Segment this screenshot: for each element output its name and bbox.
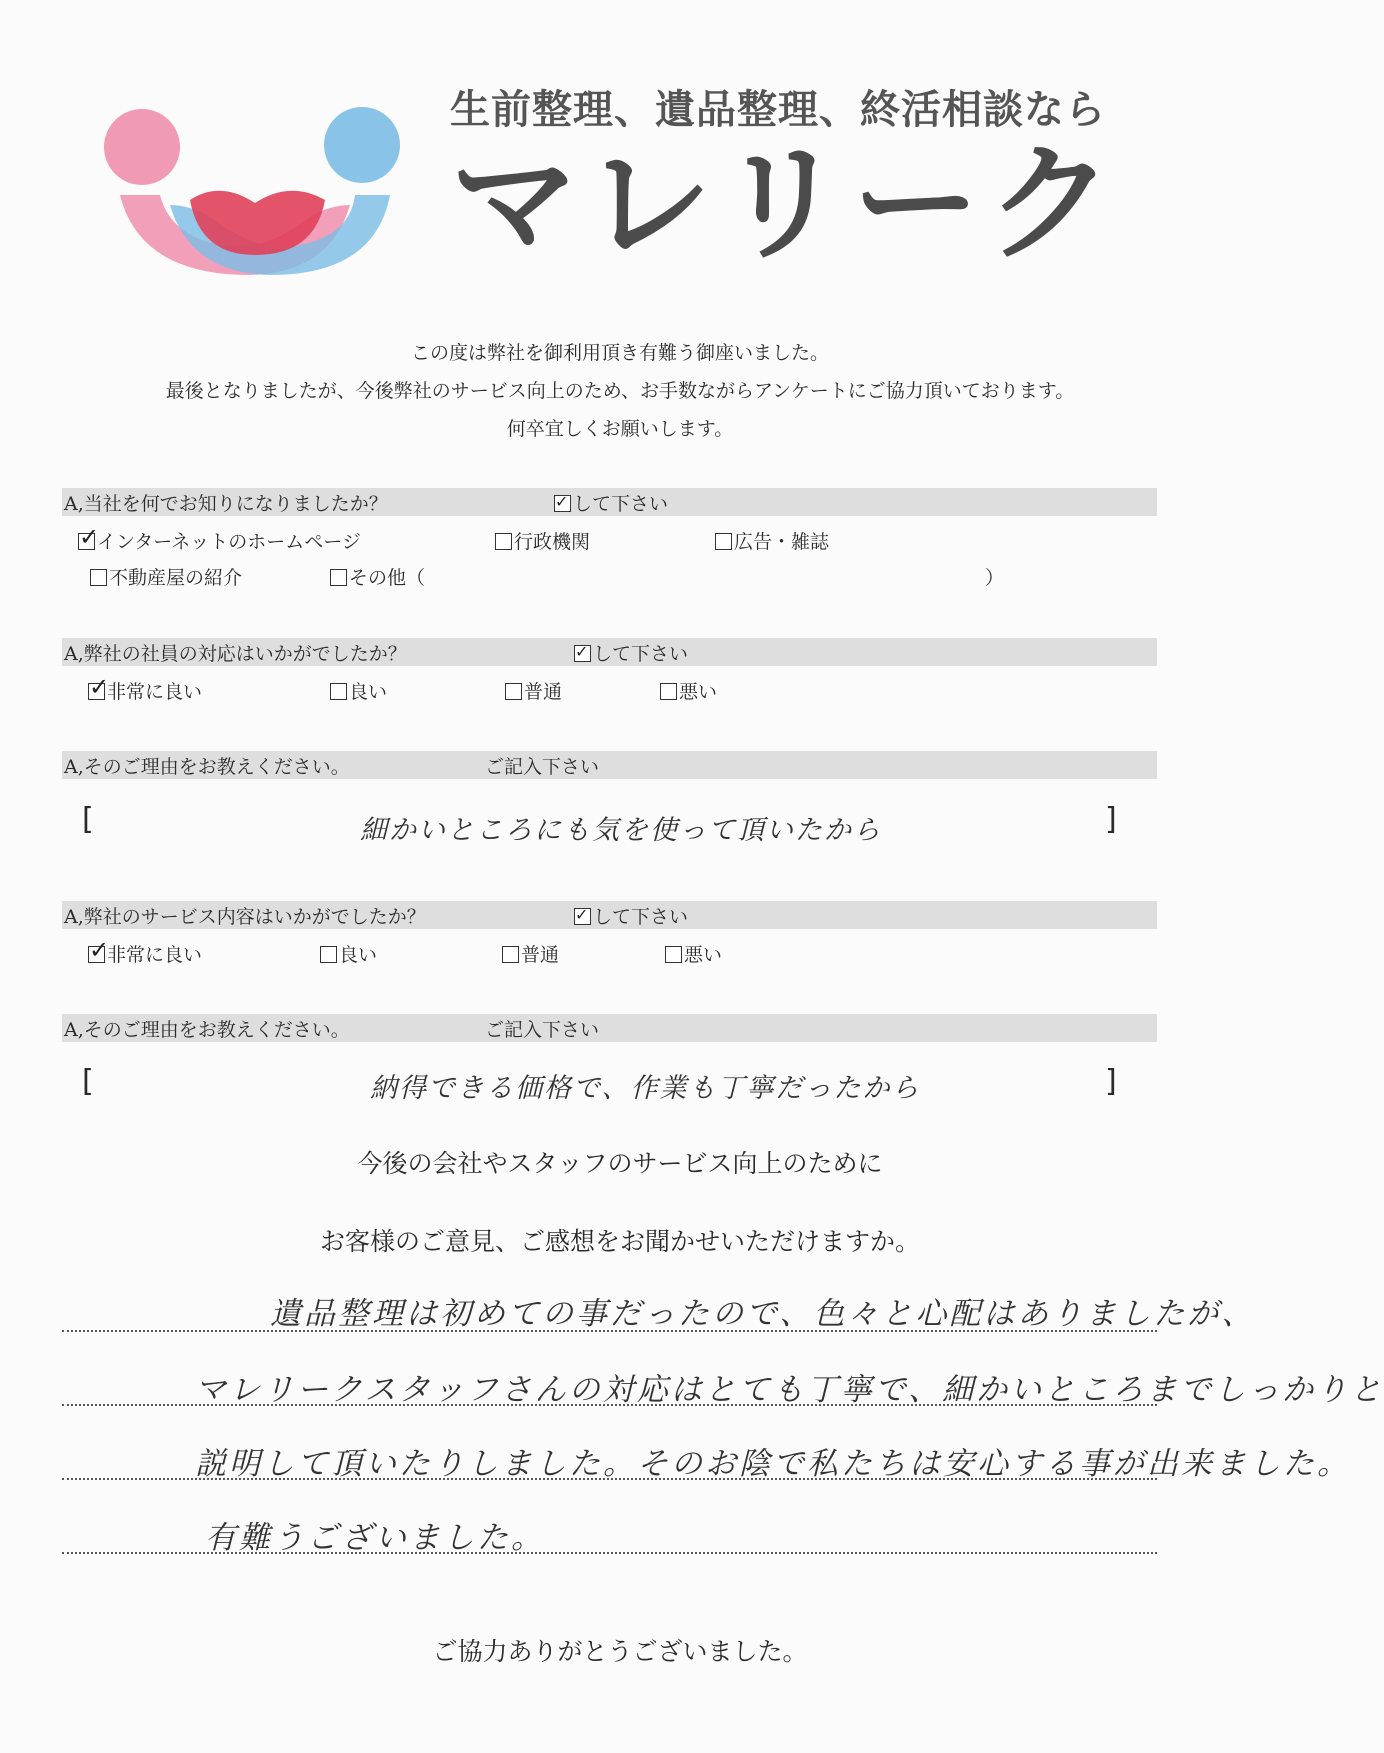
intro-line-1: この度は弊社を御利用頂き有難う御座いました。	[410, 342, 829, 364]
dotted-rule	[62, 1552, 1157, 1554]
q2-option-good[interactable]: 良い	[330, 677, 387, 704]
checkbox-checked-icon[interactable]	[88, 683, 105, 700]
q4-option-average[interactable]: 普通	[502, 940, 559, 967]
q1-instruction: ✓ して下さい	[554, 489, 668, 516]
feedback-prompt-line-1: 今後の会社やスタッフのサービス向上のために	[357, 1149, 883, 1178]
q4-option-bad[interactable]: 悪い	[665, 940, 722, 967]
intro-line-2: 最後となりましたが、今後弊社のサービス向上のため、お手数ながらアンケートにご協力頂いております。	[165, 380, 1075, 402]
checkbox-icon[interactable]	[330, 683, 347, 700]
q1-option-internet[interactable]: ✓インターネットのホームページ	[78, 527, 361, 554]
q2-instruction: ✓ して下さい	[574, 639, 688, 666]
instruction-check-icon	[574, 908, 591, 925]
q5-instruction: ご記入下さい	[485, 1019, 600, 1041]
q4-option-good[interactable]: 良い	[320, 940, 377, 967]
feedback-line-2[interactable]: マレリークスタッフさんの対応はとても丁寧で、細かいところまでしっかりと	[195, 1372, 1384, 1408]
q1-option-government[interactable]: 行政機関	[495, 527, 590, 554]
q5-label: A,そのご理由をお教えください。	[64, 1019, 350, 1041]
feedback-prompt-line-2: お客様のご意見、ご感想をお聞かせいただけますか。	[319, 1227, 920, 1256]
q1-other-close-paren: ）	[985, 567, 1005, 589]
instruction-check-icon	[574, 645, 591, 662]
brand-name: マレリーク	[450, 130, 1121, 279]
q5-open-bracket: [	[82, 1064, 94, 1099]
q1-option-real-estate[interactable]: 不動産屋の紹介	[90, 563, 242, 590]
checkbox-icon[interactable]	[715, 533, 732, 550]
q3-open-bracket: [	[82, 802, 94, 837]
q4-label: A,弊社のサービス内容はいかがでしたか？	[64, 906, 426, 928]
checkbox-icon[interactable]	[660, 683, 677, 700]
q1-option-other[interactable]: その他（	[330, 563, 425, 590]
checkbox-icon[interactable]	[330, 569, 347, 586]
checkbox-icon[interactable]	[505, 683, 522, 700]
instruction-check-icon	[554, 495, 571, 512]
closing-message: ご協力ありがとうございました。	[432, 1637, 808, 1666]
brand-logo-icon	[100, 105, 410, 280]
q2-option-bad[interactable]: 悪い	[660, 677, 717, 704]
dotted-rule	[62, 1330, 1157, 1332]
feedback-line-4[interactable]: 有難うございました。	[205, 1520, 545, 1556]
tagline: 生前整理、遺品整理、終活相談なら	[450, 87, 1106, 133]
q1-option-advertising[interactable]: 広告・雑誌	[715, 527, 829, 554]
q2-option-very-good[interactable]: ✓非常に良い	[88, 677, 202, 704]
logo-pink-head	[104, 109, 180, 185]
q2-label: A,弊社の社員の対応はいかがでしたか？	[64, 643, 407, 665]
q3-instruction: ご記入下さい	[485, 756, 600, 778]
q3-label: A,そのご理由をお教えください。	[64, 756, 350, 778]
q3-answer-handwritten[interactable]: 細かいところにも気を使って頂いたから	[360, 815, 882, 846]
q1-label: A,当社を何でお知りになりましたか？	[64, 493, 388, 515]
checkbox-checked-icon[interactable]	[88, 946, 105, 963]
checkbox-checked-icon[interactable]	[78, 533, 95, 550]
dotted-rule	[62, 1478, 1157, 1480]
q5-close-bracket: ]	[1105, 1064, 1117, 1099]
q5-answer-handwritten[interactable]: 納得できる価格で、作業も丁寧だったから	[370, 1073, 921, 1104]
q2-option-average[interactable]: 普通	[505, 677, 562, 704]
checkbox-icon[interactable]	[665, 946, 682, 963]
checkbox-icon[interactable]	[495, 533, 512, 550]
feedback-line-3[interactable]: 説明して頂いたりしました。そのお陰で私たちは安心する事が出来ました。	[195, 1446, 1351, 1482]
intro-line-3: 何卒宜しくお願いします。	[506, 418, 734, 440]
q4-option-very-good[interactable]: ✓非常に良い	[88, 940, 202, 967]
q3-close-bracket: ]	[1105, 802, 1117, 837]
checkbox-icon[interactable]	[320, 946, 337, 963]
checkbox-icon[interactable]	[502, 946, 519, 963]
logo-blue-head	[324, 107, 400, 183]
checkbox-icon[interactable]	[90, 569, 107, 586]
q4-instruction: ✓ して下さい	[574, 902, 688, 929]
dotted-rule	[62, 1404, 1157, 1406]
feedback-line-1[interactable]: 遺品整理は初めての事だったので、色々と心配はありましたが、	[270, 1296, 1256, 1332]
